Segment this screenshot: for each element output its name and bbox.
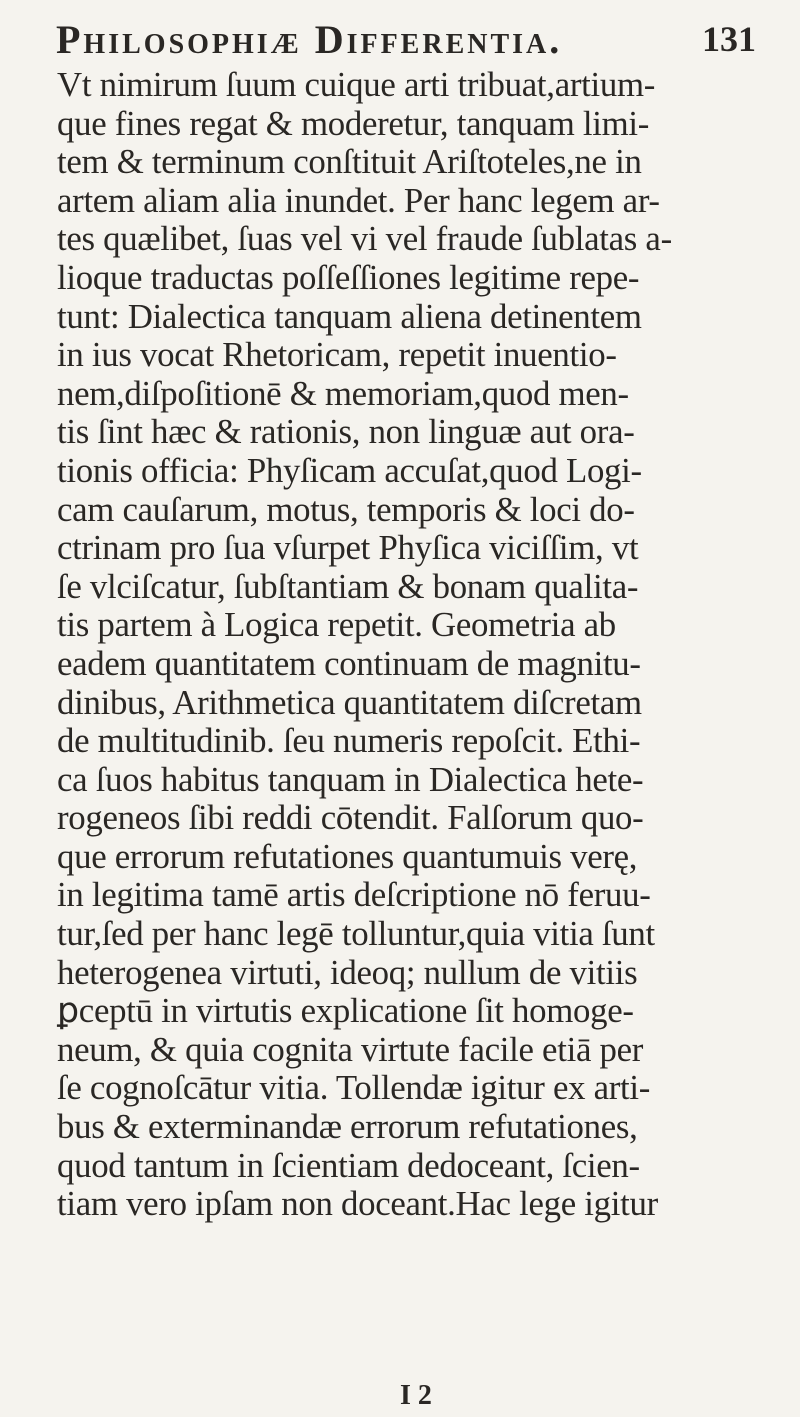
text-line: cam cauſarum, motus, temporis & loci do-	[57, 489, 635, 529]
text-line: ſe cognoſcātur vitia. Tollendæ igitur ex arti-	[57, 1068, 651, 1108]
text-line: tis partem à Logica repetit. Geometria ab	[57, 605, 616, 645]
text-line: ꝑceptū in virtutis explicatione ſit homoge-	[57, 991, 634, 1031]
text-line: tem & terminum conſtituit Ariſtoteles,ne in	[57, 142, 642, 182]
text-line: tionis officia: Phyſicam accuſat,quod Logi-	[57, 450, 642, 490]
text-line: Vt nimirum ſuum cuique arti tribuat,artium-	[57, 65, 656, 104]
text-line: in ius vocat Rhetoricam, repetit inuentio-	[57, 335, 617, 375]
text-line: bus & exterminandæ errorum refutationes,	[57, 1107, 638, 1147]
text-line: in legitima tamē artis deſcriptione nō feruu-	[57, 875, 651, 915]
running-header	[56, 16, 756, 66]
text-line: eadem quantitatem continuam de magnitu-	[57, 643, 641, 683]
text-line: heterogenea virtuti, ideoq; nullum de vitiis	[57, 952, 638, 992]
page-number: 131	[702, 19, 756, 59]
text-line: tes quælibet, ſuas vel vi vel fraude ſublatas a-	[57, 219, 672, 259]
text-line: tiam vero ipſam non doceant.Hac lege igitur	[57, 1184, 658, 1224]
text-line: dinibus, Arithmetica quantitatem diſcretam	[57, 682, 642, 722]
signature-mark: I 2	[400, 1380, 432, 1411]
text-line: que fines regat & moderetur, tanquam limi-	[57, 103, 650, 143]
text-line: ſe vlciſcatur, ſubſtantiam & bonam qualita-	[57, 566, 639, 606]
text-line: tis ſint hæc & rationis, non linguæ aut ora-	[57, 412, 635, 452]
text-line: rogeneos ſibi reddi cōtendit. Falſorum quo-	[57, 798, 644, 838]
text-line: ctrinam pro ſua vſurpet Phyſica viciſſim, vt	[57, 528, 639, 568]
running-title: Philosophiæ Differentia.	[56, 17, 563, 62]
text-line: artem aliam alia inundet. Per hanc legem ar-	[57, 180, 660, 220]
text-line: nem,diſpoſitionē & memoriam,quod men-	[57, 373, 629, 413]
text-line: de multitudinib. ſeu numeris repoſcit. Ethi-	[57, 721, 641, 761]
body-text	[57, 66, 777, 1224]
text-line: lioque traductas poſſeſſiones legitime repe-	[57, 257, 640, 297]
text-line: tur,ſed per hanc legē tolluntur,quia vitia ſunt	[57, 914, 655, 954]
text-line: ca ſuos habitus tanquam in Dialectica hete-	[57, 759, 644, 799]
text-line: que errorum refutationes quantumuis verę,	[57, 836, 638, 876]
text-line: tunt: Dialectica tanquam aliena detinentem	[57, 296, 642, 336]
text-line: quod tantum in ſcientiam dedoceant, ſcien-	[57, 1145, 640, 1185]
text-line: neum, & quia cognita virtute facile etiā per	[57, 1029, 644, 1069]
